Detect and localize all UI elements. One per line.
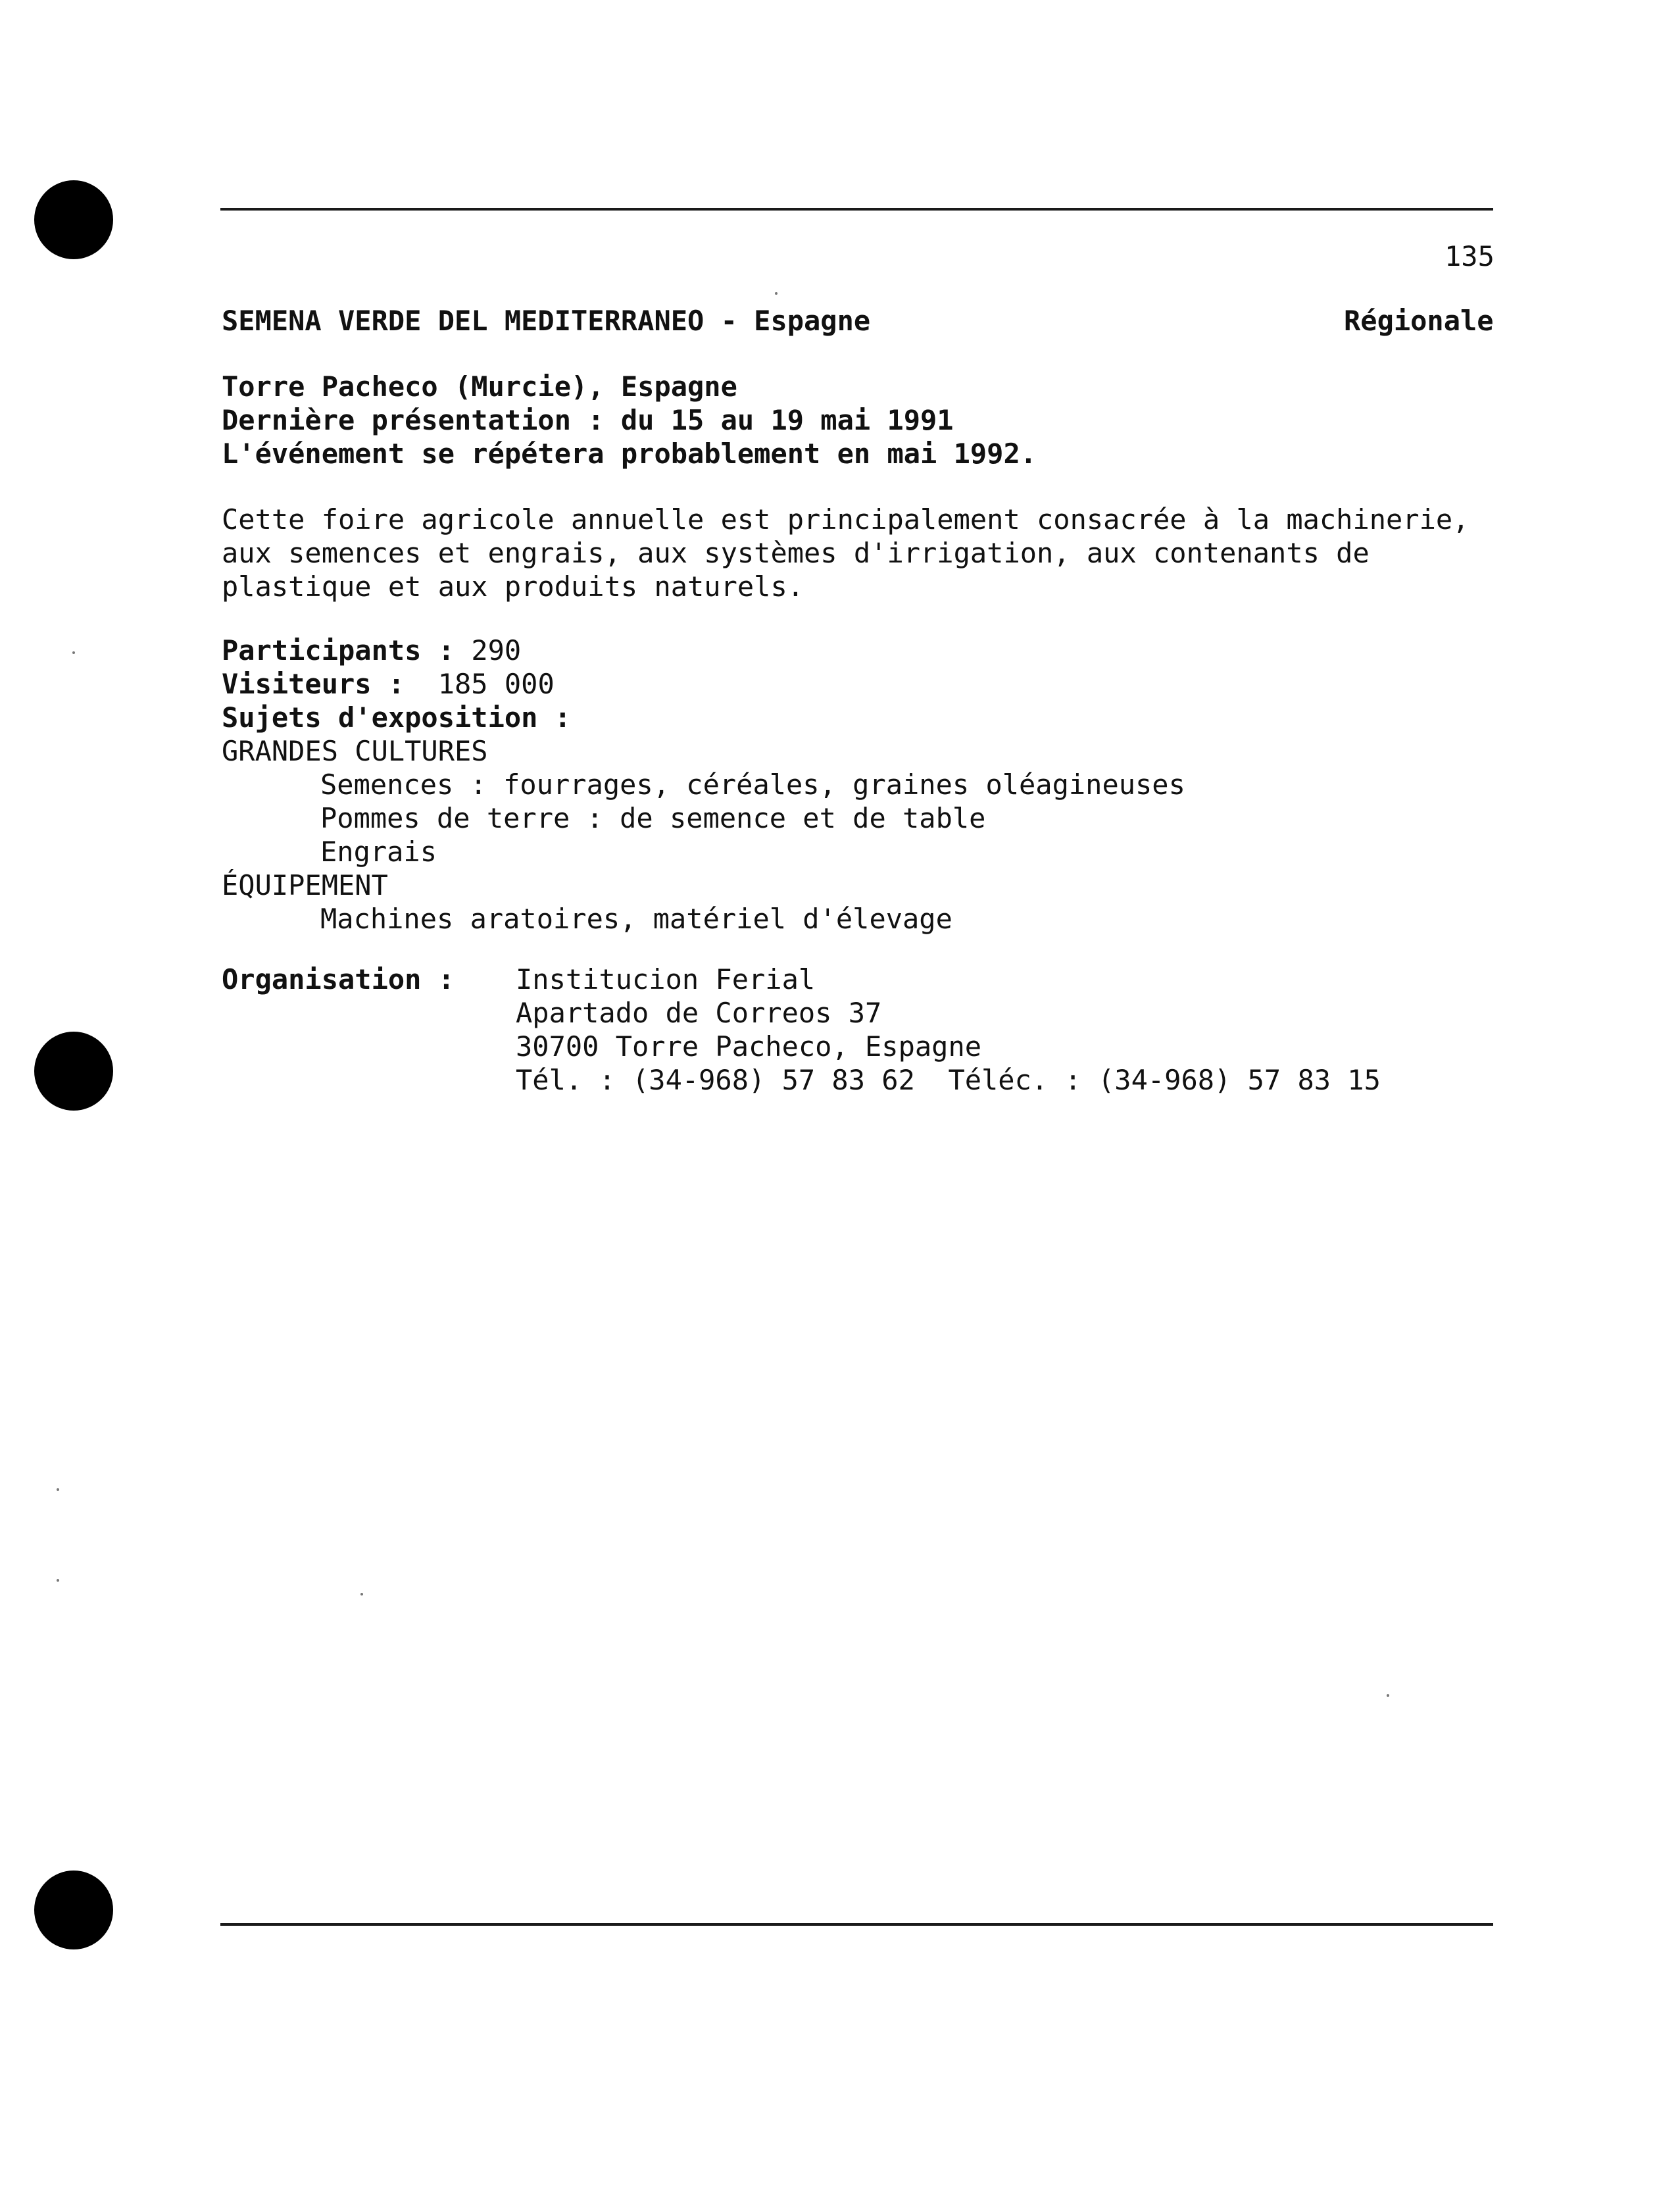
- bottom-rule: [220, 1923, 1493, 1926]
- category-heading: ÉQUIPEMENT: [222, 869, 388, 901]
- category-item: Machines aratoires, matériel d'élevage: [320, 903, 952, 935]
- visitors-value: 185 000: [437, 668, 555, 700]
- subjects-label: Sujets d'exposition :: [222, 701, 572, 734]
- visitors-row: [222, 667, 1185, 701]
- organisation-address: [516, 963, 1381, 1097]
- binder-hole-bottom: [34, 1871, 113, 1949]
- scan-speck: [57, 1488, 59, 1491]
- category-item: Semences : fourrages, céréales, graines oléagineuses: [320, 768, 1185, 801]
- description-line: aux semences et engrais, aux systèmes d'irrigation, aux contenants de: [222, 537, 1370, 569]
- participants-label: Participants :: [222, 634, 455, 666]
- last-presentation: Dernière présentation : du 15 au 19 mai 1991: [222, 404, 954, 436]
- event-description: [222, 503, 1469, 603]
- event-location: Torre Pacheco (Murcie), Espagne: [222, 370, 737, 403]
- organisation-name: Institucion Ferial: [516, 963, 816, 995]
- organisation-label: Organisation :: [222, 963, 455, 995]
- description-line: Cette foire agricole annuelle est principalement consacrée à la machinerie,: [222, 503, 1470, 536]
- binder-hole-middle: [34, 1032, 113, 1111]
- scan-speck: [775, 292, 778, 295]
- participants-value: 290: [471, 634, 522, 666]
- scan-speck: [57, 1579, 59, 1582]
- page-number: 135: [1445, 240, 1495, 272]
- category-heading: GRANDES CULTURES: [222, 735, 488, 767]
- category-item: Engrais: [320, 836, 437, 868]
- description-line: plastique et aux produits naturels.: [222, 570, 804, 603]
- scan-speck: [72, 651, 75, 654]
- event-scope: Régionale: [1344, 305, 1494, 337]
- event-info: [222, 370, 1037, 470]
- participants-row: [222, 634, 1185, 667]
- scan-speck: [360, 1593, 363, 1595]
- organisation-street: Apartado de Correos 37: [516, 997, 882, 1029]
- category-item: Pommes de terre : de semence et de table: [320, 802, 986, 834]
- event-title: SEMENA VERDE DEL MEDITERRANEO - Espagne: [222, 305, 871, 337]
- organisation-city: 30700 Torre Pacheco, Espagne: [516, 1030, 982, 1063]
- organisation-phone-fax: Tél. : (34-968) 57 83 62 Téléc. : (34-968) 57 83 15: [516, 1064, 1381, 1096]
- next-event: L'événement se répétera probablement en mai 1992.: [222, 438, 1037, 470]
- scan-speck: [1387, 1694, 1389, 1697]
- binder-hole-top: [34, 180, 113, 259]
- visitors-label: Visiteurs :: [222, 668, 405, 700]
- top-rule: [220, 208, 1493, 211]
- event-stats: [222, 634, 1185, 936]
